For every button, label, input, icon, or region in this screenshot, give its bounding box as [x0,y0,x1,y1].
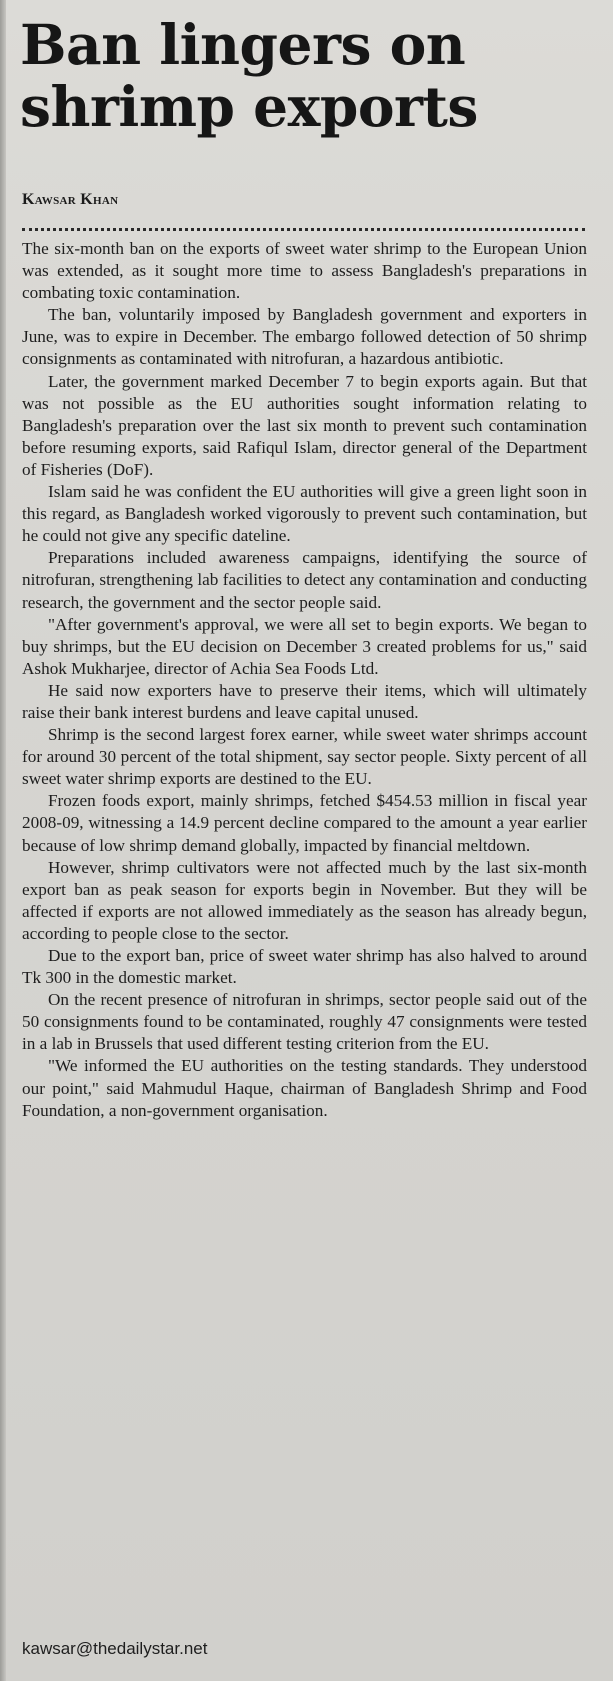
dotted-divider [22,228,585,231]
paragraph: Preparations included awareness campaigns, identifying the source of nitrofuran, strengthening lab facilities to detect any contamination and conducting research, the government and the sector people said. [22,548,587,612]
paragraph: Frozen foods export, mainly shrimps, fetched $454.53 million in fiscal year 2008-09, witnessing a 14.9 percent decline compared to the amount a year earlier because of low shrimp demand globally, impacted by financial meltdown. [22,791,587,855]
byline: Kawsar Khan [22,191,119,208]
page-fold-shadow [0,0,6,1681]
paragraph: The ban, voluntarily imposed by Bangladesh government and exporters in June, was to expire in December. The embargo followed detection of 50 shrimp consignments as contaminated with nitrofuran, a hazardous antibiotic. [22,305,587,369]
paragraph: "After government's approval, we were all set to begin exports. We began to buy shrimps, but the EU decision on December 3 created problems for us," said Ashok Mukharjee, director of Achia Sea Foods Ltd. [22,614,587,678]
paragraph: Islam said he was confident the EU authorities will give a green light soon in this regard, as Bangladesh worked vigorously to prevent such contamination, but he could not give any specific dateline. [22,482,587,546]
paragraph: The six-month ban on the exports of sweet water shrimp to the European Union was extended, as it sought more time to assess Bangladesh's preparations in combating toxic contamination. [22,239,587,303]
paragraph: Later, the government marked December 7 to begin exports again. But that was not possible as the EU authorities sought information relating to Bangladesh's preparation over the last six month to prevent such contamination before resuming exports, said Rafiqul Islam, director general of the Department of Fisheries (DoF). [22,371,587,479]
paragraph: However, shrimp cultivators were not affected much by the last six-month export ban as peak season for exports begin in November. But they will be affected if exports are not allowed immediately as the season has already begun, according to people close to the sector. [22,857,587,943]
paragraph: Due to the export ban, price of sweet water shrimp has also halved to around Tk 300 in the domestic market. [22,946,587,988]
paragraph: On the recent presence of nitrofuran in shrimps, sector people said out of the 50 consignments found to be contaminated, roughly 47 consignments were tested in a lab in Brussels that used different testing criterion from the EU. [22,990,587,1054]
headline: Ban lingers on shrimp exports [20,12,478,139]
paragraph: Shrimp is the second largest forex earner, while sweet water shrimps account for around 30 percent of the total shipment, say sector people. Sixty percent of all sweet water shrimp exports are destined to the EU. [22,725,587,789]
paragraph: "We informed the EU authorities on the testing standards. They understood our point," said Mahmudul Haque, chairman of Bangladesh Shrimp and Food Foundation, a non-government organisation. [22,1056,587,1120]
author-email: kawsar@thedailystar.net [22,1639,208,1658]
paragraph: He said now exporters have to preserve their items, which will ultimately raise their bank interest burdens and leave capital unused. [22,680,587,722]
article-body [22,238,587,1122]
